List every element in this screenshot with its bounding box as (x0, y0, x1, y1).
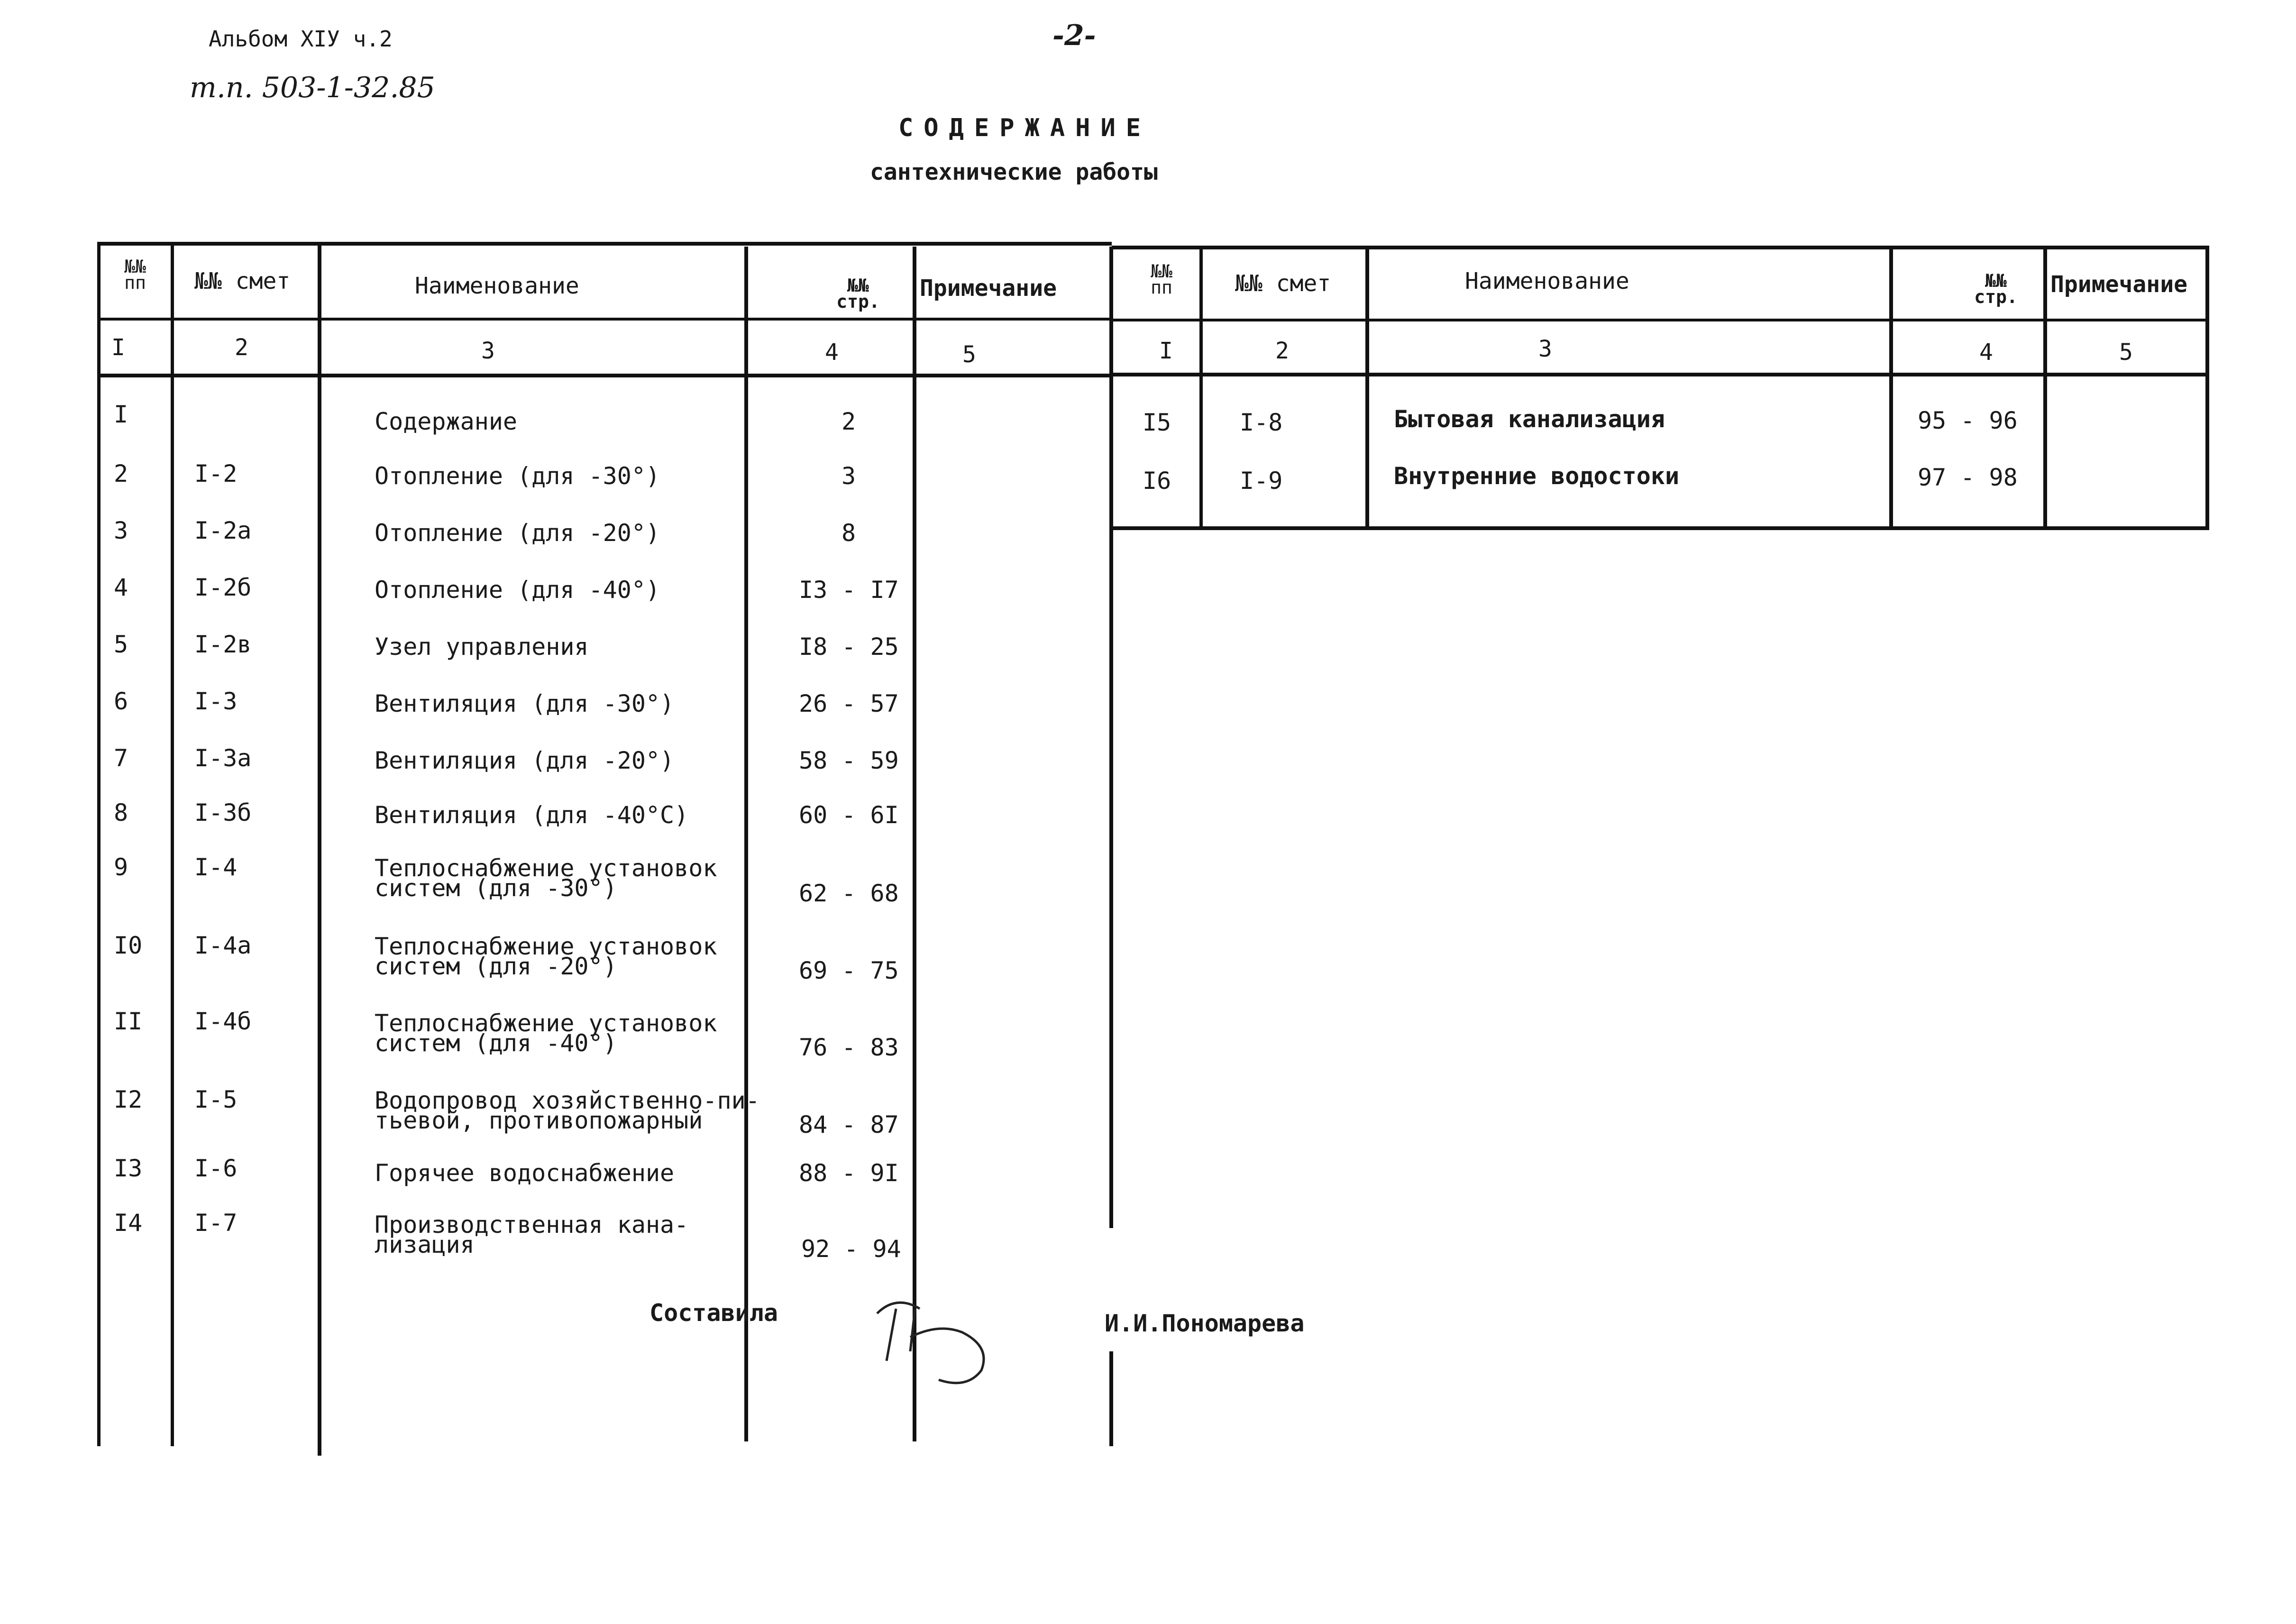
header-divider (97, 318, 1112, 321)
table-row-pages: 88 - 9I (799, 1159, 899, 1187)
table-row-num: 8 (114, 799, 128, 826)
table-row-estimate: I-2а (194, 517, 252, 544)
table-row-name: Узел управления (375, 633, 589, 661)
right-colnum-4: 4 (1979, 339, 1993, 366)
table-row-name: Вентиляция (для -40°С) (375, 801, 689, 829)
signatory-name: И.И.Пономарева (1105, 1310, 1305, 1337)
col-border-5 (913, 247, 916, 1441)
header-page: №№ стр. (836, 275, 880, 312)
col-border-1 (97, 242, 101, 1446)
table-row-estimate: I-4 (194, 853, 238, 881)
table-row-estimate: I-8 (1240, 409, 1283, 436)
table-row-pages: I8 - 25 (799, 633, 899, 661)
colnum-4: 4 (825, 339, 839, 366)
table-row-num: I6 (1143, 467, 1171, 495)
col-border-6b (1109, 1351, 1113, 1446)
right-col-border-3 (1889, 247, 1893, 529)
table-row-pages: 97 - 98 (1918, 464, 2018, 491)
table-row-num: I2 (114, 1086, 143, 1113)
right-header-name: Наименование (1465, 268, 1629, 294)
table-row-estimate: I-7 (194, 1209, 238, 1237)
table-row-name-line2: лизация (375, 1231, 475, 1258)
table-row-name-line1: Теплоснабжение установок (375, 933, 717, 960)
table-row-pages: 8 (842, 519, 856, 547)
page-title: СОДЕРЖАНИЕ (898, 114, 1152, 142)
header-note: Примечание (920, 275, 1057, 302)
colnum-3: 3 (481, 338, 495, 364)
right-header-estimate: №№ смет (1235, 270, 1331, 297)
table-row-pages: 69 - 75 (799, 957, 899, 984)
table-row-estimate: I-4б (194, 1008, 252, 1035)
table-row-pages: 84 - 87 (799, 1111, 899, 1138)
table-row-estimate: I-2б (194, 574, 252, 601)
right-header-note: Примечание (2050, 271, 2187, 298)
right-header-page: №№ стр. (1974, 270, 2018, 307)
table-row-pages: 58 - 59 (799, 747, 899, 774)
table-row-num: 4 (114, 574, 128, 601)
table-row-estimate: I-5 (194, 1086, 238, 1113)
table-row-name: Отопление (для -40°) (375, 576, 660, 604)
table-row-name-line2: систем (для -40°) (375, 1029, 617, 1057)
table-row-num: I0 (114, 932, 143, 959)
table-row-pages: 2 (842, 408, 856, 435)
table-row-estimate: I-2 (194, 460, 238, 487)
page-number: -2- (1052, 19, 1096, 52)
table-row-num: 7 (114, 744, 128, 772)
table-row-name: Отопление (для -20°) (375, 519, 660, 547)
table-row-name: Вентиляция (для -20°) (375, 747, 675, 774)
table-row-num: I (114, 401, 128, 428)
table-row-num: 6 (114, 688, 128, 715)
page-subtitle: сантехнические работы (870, 159, 1158, 185)
table-row-estimate: I-3а (194, 744, 252, 772)
table-row-num: II (114, 1008, 143, 1035)
table-row-name: Горячее водоснабжение (375, 1159, 675, 1187)
table-row-name: Отопление (для -30°) (375, 462, 660, 490)
colnum-1: I (111, 334, 125, 361)
column-numbers-divider (97, 374, 1112, 377)
table-row-num: I5 (1143, 409, 1171, 436)
signature-label: Составила (649, 1299, 778, 1327)
signature-mark (868, 1280, 1019, 1394)
right-header-num: №№ пп (1151, 261, 1172, 298)
table-row-pages: 92 - 94 (801, 1235, 901, 1263)
header-num: №№ пп (124, 256, 146, 293)
table-row-name: Внутренние водостоки (1394, 462, 1680, 490)
table-row-pages: 62 - 68 (799, 880, 899, 907)
right-colnum-5: 5 (2119, 339, 2133, 366)
table-row-name-line1: Водопровод хозяйственно-пи- (375, 1087, 760, 1114)
table-row-estimate: I-2в (194, 631, 252, 658)
table-row-num: 3 (114, 517, 128, 544)
table-row-num: 9 (114, 853, 128, 881)
table-row-estimate: I-3 (194, 688, 238, 715)
header-estimate: №№ смет (194, 268, 291, 294)
col-border-6 (1109, 247, 1113, 1228)
right-colnum-1: I (1159, 338, 1173, 364)
table-row-estimate: I-9 (1240, 467, 1283, 495)
table-row-num: I4 (114, 1209, 143, 1237)
table-row-pages: 26 - 57 (799, 690, 899, 717)
table-row-name: Бытовая канализация (1394, 405, 1665, 433)
table-row-num: 2 (114, 460, 128, 487)
table-top-border (97, 242, 1112, 246)
table-row-pages: 95 - 96 (1918, 407, 2018, 434)
colnum-2: 2 (235, 334, 248, 361)
table-row-num: I3 (114, 1155, 143, 1182)
table-row-name-line2: систем (для -20°) (375, 953, 617, 980)
right-col-border-2 (1365, 247, 1369, 529)
table-row-name: Содержание (375, 408, 518, 435)
table-row-name-line1: Производственная кана- (375, 1211, 689, 1239)
table-row-name-line2: тьевой, противопожарный (375, 1107, 703, 1134)
col-border-3 (318, 242, 321, 1456)
right-colnum-2: 2 (1275, 338, 1289, 364)
col-border-2 (171, 242, 174, 1446)
table-row-name: Вентиляция (для -30°) (375, 690, 675, 717)
table-row-estimate: I-6 (194, 1155, 238, 1182)
table-row-pages: I3 - I7 (799, 576, 899, 604)
col-border-4 (744, 247, 748, 1441)
right-col-border-5 (2205, 247, 2209, 529)
table-row-num: 5 (114, 631, 128, 658)
header-name: Наименование (415, 273, 579, 299)
table-row-estimate: I-3б (194, 799, 252, 826)
right-col-border-1 (1199, 247, 1203, 529)
table-row-name-line1: Теплоснабжение установок (375, 854, 717, 882)
right-col-border-4 (2043, 247, 2047, 529)
project-code: т.п. 503-1-32.85 (190, 71, 435, 104)
table-row-pages: 3 (842, 462, 856, 490)
table-row-name-line2: систем (для -30°) (375, 874, 617, 902)
table-row-estimate: I-4а (194, 932, 252, 959)
table-row-name-line1: Теплоснабжение установок (375, 1009, 717, 1037)
right-colnum-3: 3 (1538, 336, 1552, 362)
table-row-pages: 60 - 6I (799, 801, 899, 829)
colnum-5: 5 (962, 341, 976, 368)
table-row-pages: 76 - 83 (799, 1034, 899, 1061)
album-label: Альбом XIУ ч.2 (209, 26, 393, 52)
